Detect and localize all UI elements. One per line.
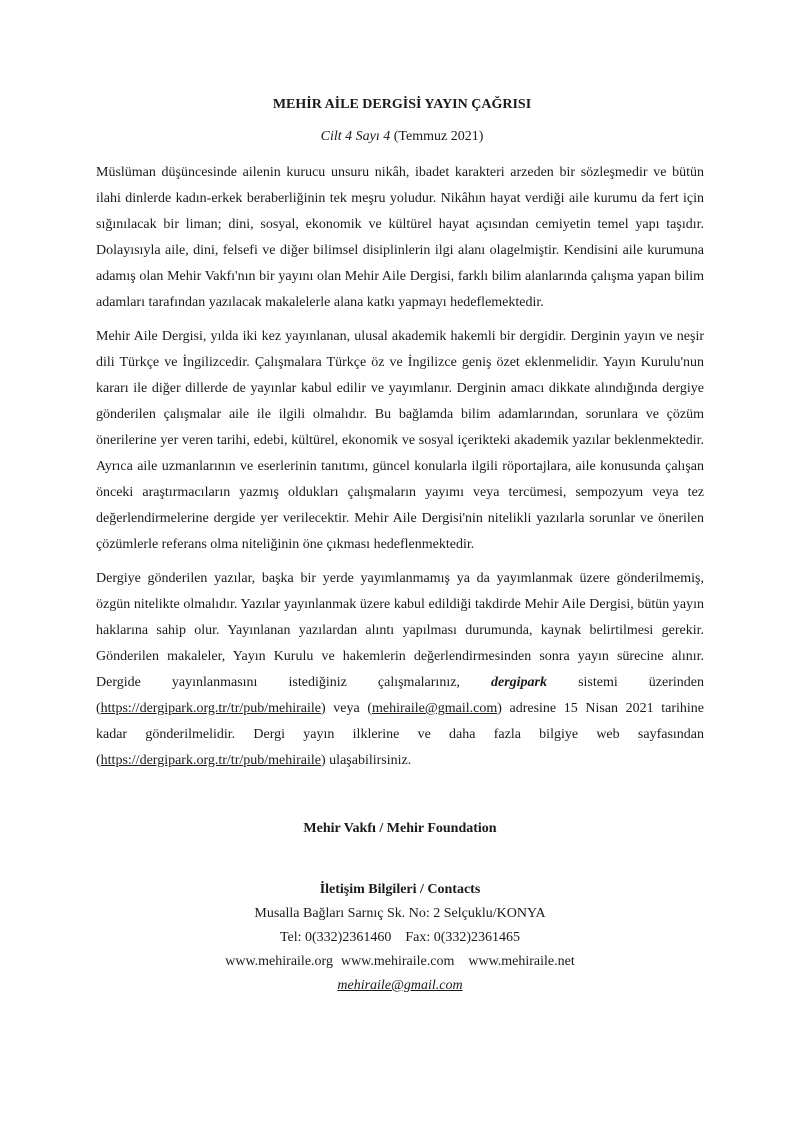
website-com[interactable]: www.mehiraile.com	[340, 954, 455, 969]
document-page	[96, 96, 704, 998]
dergipark-link-2[interactable]: https://dergipark.org.tr/tr/pub/mehiraile	[100, 753, 322, 768]
website-org[interactable]: www.mehiraile.org	[225, 954, 333, 969]
submission-text-d: ) adresine 15 Nisan 2021 tarihine kadar gönderilmelidir. Dergi yayın ilklerine ve daha fazla bilgiye web sayfasından (	[96, 701, 704, 768]
contact-email[interactable]: mehiraile@gmail.com	[337, 978, 463, 993]
issue-date: (Temmuz 2021)	[390, 129, 484, 144]
issue-line	[96, 128, 704, 146]
submission-text-e: ) ulaşabilirsiniz.	[321, 753, 412, 768]
issue-volume: Cilt 4 Sayı 4	[320, 129, 391, 144]
address-line: Musalla Bağları Sarnıç Sk. No: 2 Selçuklu/KONYA	[254, 906, 546, 921]
footer	[96, 820, 704, 998]
submission-text-c: ) veya (	[321, 701, 372, 716]
tel-number: Tel: 0(332)2361460	[279, 930, 392, 945]
contacts-title: İletişim Bilgileri / Contacts	[319, 882, 481, 897]
fax-number: Fax: 0(332)2361465	[405, 930, 521, 945]
paragraph-submission	[96, 566, 704, 774]
websites-line	[96, 950, 704, 974]
submission-text-b: sistemi üzerinden (	[96, 675, 704, 716]
website-net[interactable]: www.mehiraile.net	[468, 954, 575, 969]
phone-line	[96, 926, 704, 950]
foundation-name: Mehir Vakfı / Mehir Foundation	[303, 821, 497, 836]
dergipark-label: dergipark	[491, 675, 547, 690]
dergipark-link[interactable]: https://dergipark.org.tr/tr/pub/mehiraile	[100, 701, 322, 716]
submission-text-a: Dergiye gönderilen yazılar, başka bir yerde yayımlanmamış ya da yayımlanmak üzere gönderilmemiş, özgün nitelikte olmalıdır. Yazılar yayınlanmak üzere kabul edildiği takdirde Mehir Aile Dergisi, bütün yayın haklarına sahip olur. Yayınlanan yazılardan alıntı yapılması durumunda, kaynak belirtilmesi gerekir. Gönderilen makaleler, Yayın Kurulu ve hakemlerin değerlendirmesinden sonra yayın sürecine alınır. Dergide yayınlanmasını istediğiniz çalışmalarınız,	[96, 571, 704, 690]
page-title: MEHİR AİLE DERGİSİ YAYIN ÇAĞRISI	[272, 97, 532, 112]
paragraph-journal-info: Mehir Aile Dergisi, yılda iki kez yayınlanan, ulusal akademik hakemli bir dergidir. Derginin yayın ve neşir dili Türkçe ve İngilizcedir. Çalışmalara Türkçe öz ve İngilizce geniş özet eklenmelidir. Yayın Kurulu'nun kararı ile diğer dillerde de yayınlar kabul edilir ve yayımlanır. Derginin amacı dikkate alındığında dergiye gönderilen çalışmalar aile ile ilgili olmalıdır. Bu bağlamda bilim adamlarından, sorunlara ve çözüm önerilerine yer veren tarihi, edebi, kültürel, ekonomik ve sosyal içerikteki akademik yazılar beklenmektedir. Ayrıca aile uzmanlarının ve eserlerinin tanıtımı, güncel konularla ilgili röportajlara, aile konusunda çalışan önceki araştırmacıların yazmış oldukları çalışmaların yayımı veya tercümesi, sempozyum veya tez değerlendirmelerine dergide yer verilecektir. Mehir Aile Dergisi'nin nitelikli yazılarla sorunlar ve önerilen çözümlerle referans olma niteliğinin öne çıkması hedeflenmektedir.	[96, 329, 704, 552]
paragraph-intro: Müslüman düşüncesinde ailenin kurucu unsuru nikâh, ibadet karakteri arzeden bir sözleşmedir ve bütün ilahi dinlerde kadın-erkek beraberliğinin tek meşru yoludur. Nikâhın hayat verdiği aile kurumu da fert için sığınılacak bir liman; dini, sosyal, ekonomik ve kültürel hayat açısından cemiyetin temel yapı taşıdır. Dolayısıyla aile, dini, felsefi ve diğer bilimsel disiplinlerin ilgi alanı olagelmiştir. Kendisini aile kurumuna adamış olan Mehir Vakfı'nın bir yayını olan Mehir Aile Dergisi, farklı bilim alanlarında çalışma yapan bilim adamları tarafından yazılacak makalelerle alana katkı yapmayı hedeflemektedir.	[96, 165, 704, 310]
email-link[interactable]: mehiraile@gmail.com	[371, 701, 498, 716]
